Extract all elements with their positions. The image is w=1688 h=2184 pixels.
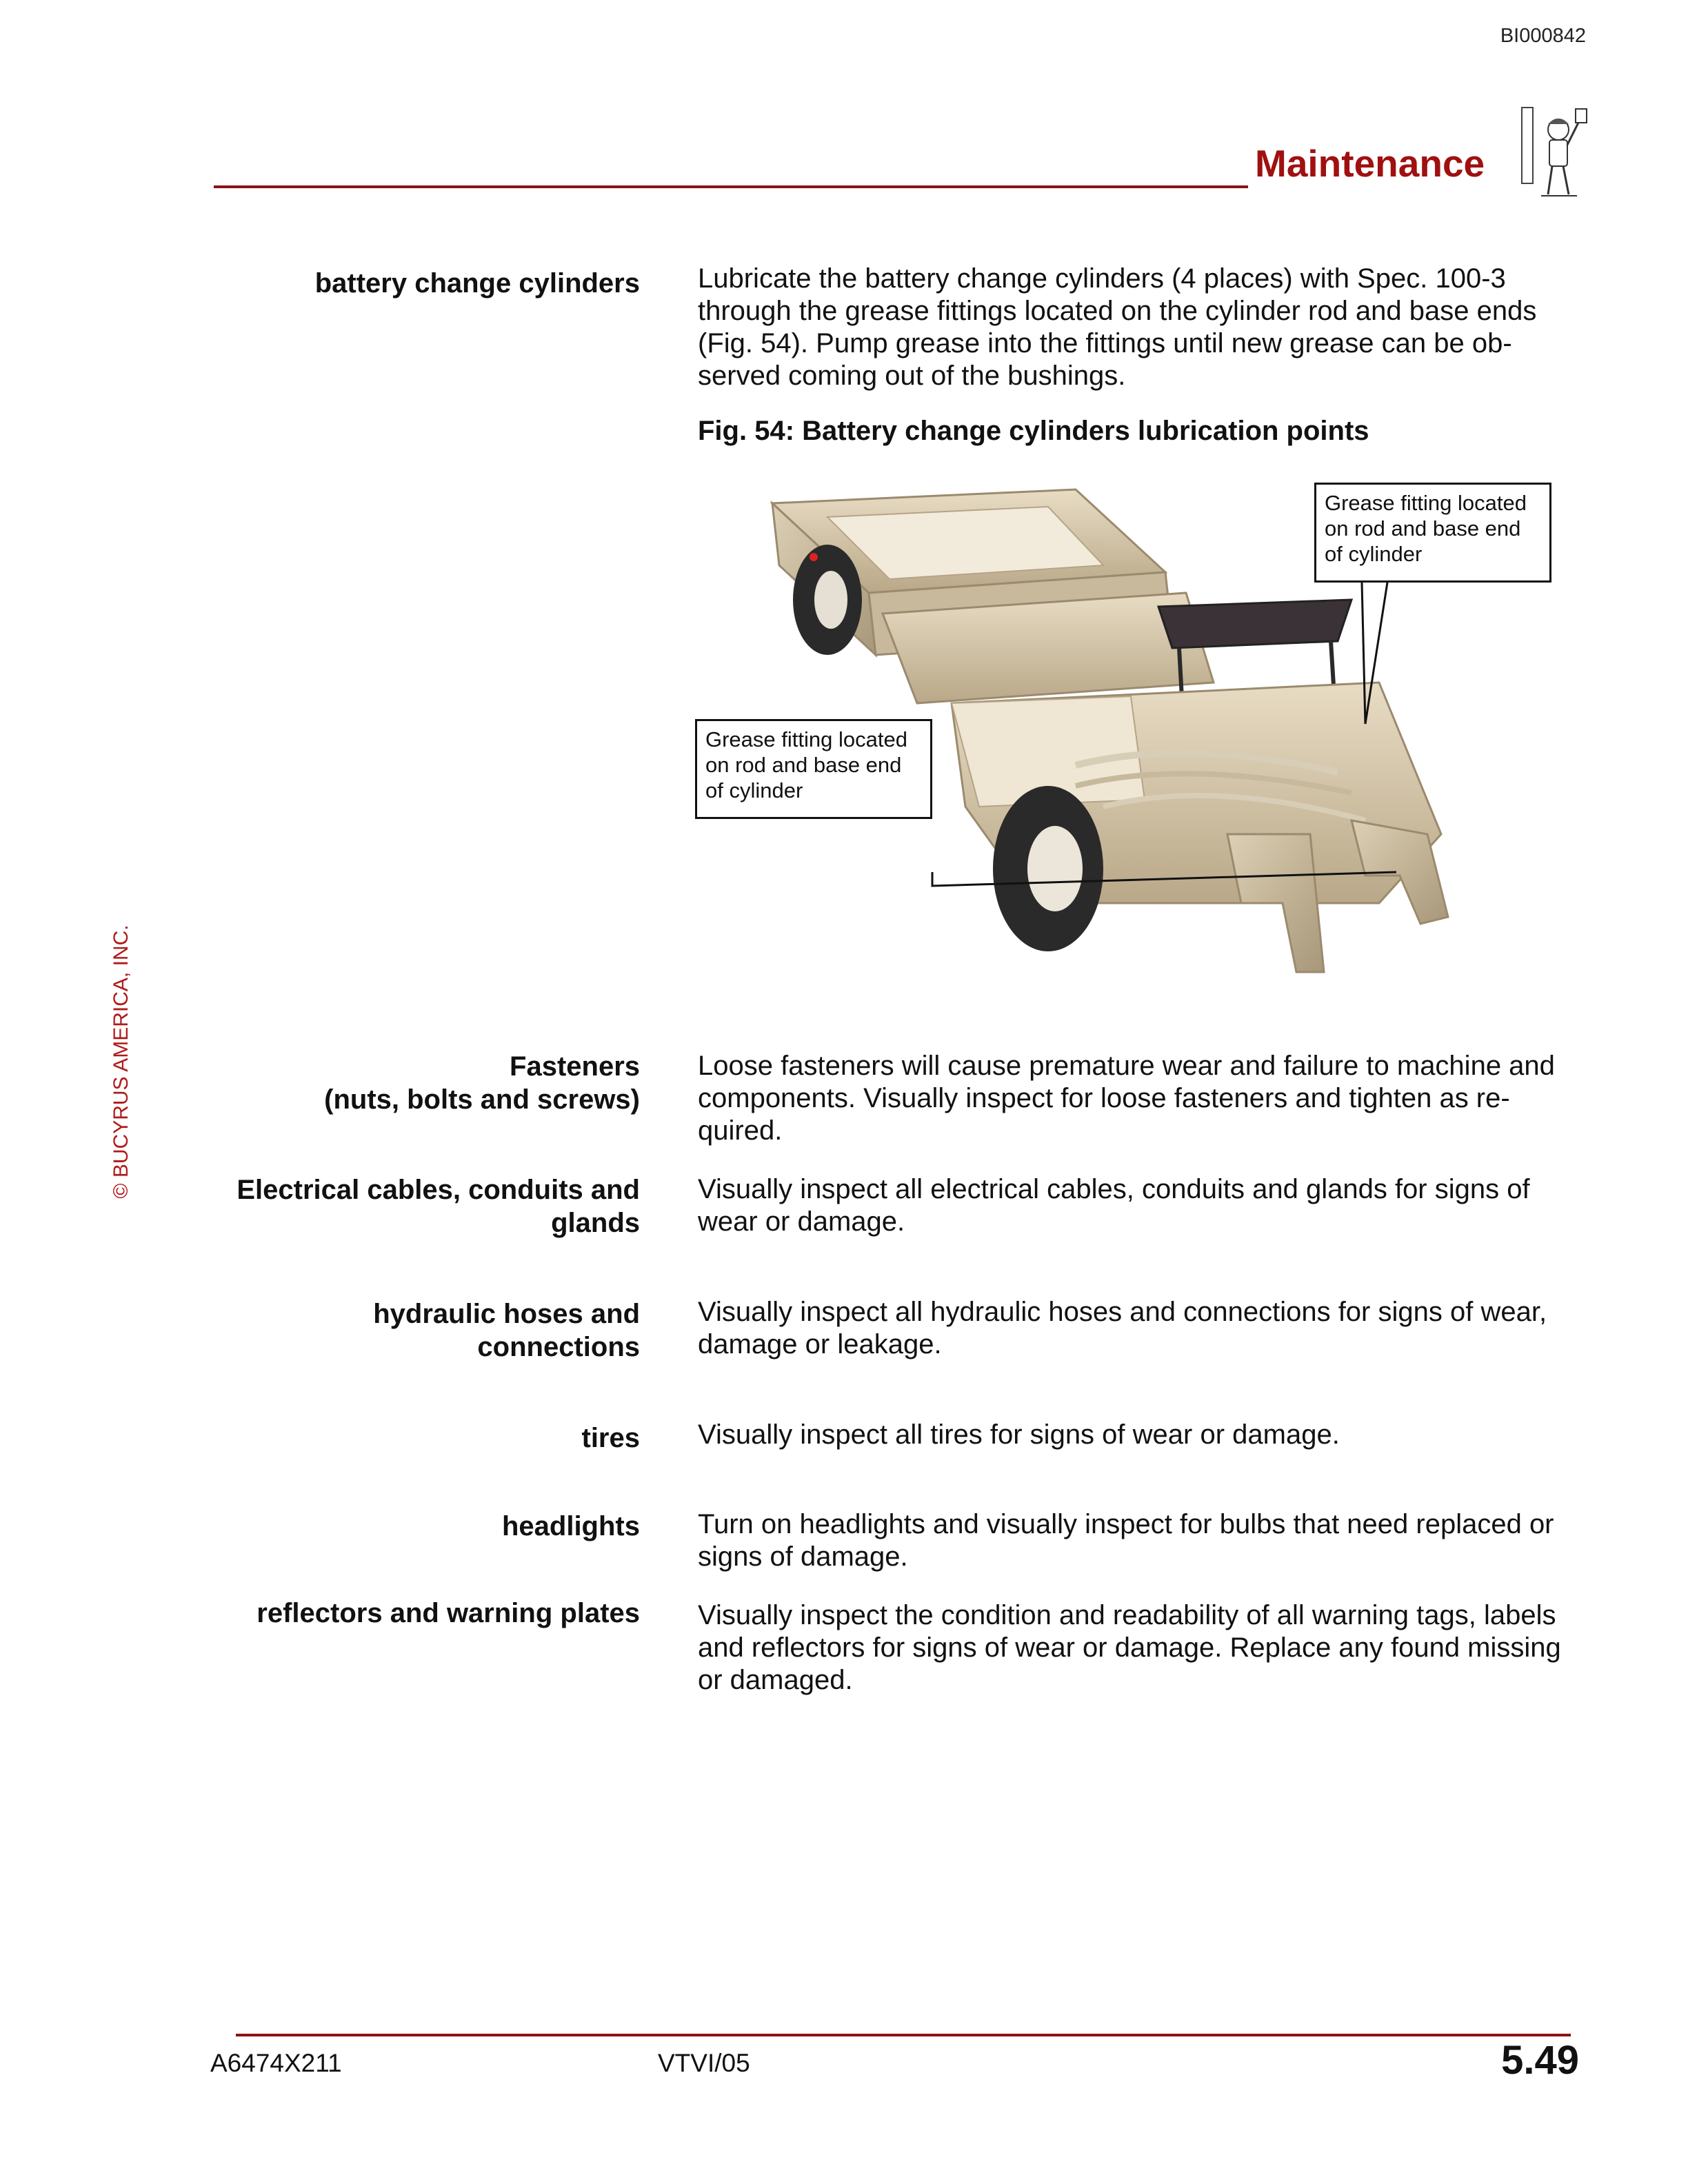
figure-caption: Fig. 54: Battery change cylinders lubrication points	[698, 416, 1369, 446]
item-text-electrical-cables: Visually inspect all electrical cables, conduits and glands for signs of wear or damage.	[698, 1174, 1530, 1237]
copyright-notice: © BUCYRUS AMERICA, INC.	[110, 924, 132, 1199]
item-text-tires: Visually inspect all tires for signs of wear or damage.	[698, 1419, 1340, 1450]
item-label-electrical-cables	[212, 1173, 640, 1240]
document-id: BI000842	[1500, 25, 1586, 47]
footer-rule	[236, 2034, 1571, 2036]
item-label-reflectors: reflectors and warning plates	[257, 1598, 640, 1628]
item-text-hydraulic-hoses: Visually inspect all hydraulic hoses and connections for signs of wear, damage or leakage.	[698, 1297, 1547, 1359]
item-label-hydraulic-hoses-line2: connections	[477, 1332, 640, 1362]
mechanic-with-wrench-icon	[1520, 103, 1589, 200]
footer-revision: VTVI/05	[658, 2049, 750, 2077]
item-label-tires: tires	[581, 1423, 640, 1453]
item-label-fasteners	[212, 1050, 640, 1116]
item-label-hydraulic-hoses	[212, 1297, 640, 1364]
item-text-fasteners: Loose fasteners will cause premature wear and failure to machine and components. Visually inspect for loose fasteners and tighten as re-quired.	[698, 1051, 1555, 1146]
item-text-reflectors: Visually inspect the condition and readability of all warning tags, labels and reflectors for signs of wear or damage. Replace any found missing or damaged.	[698, 1600, 1561, 1695]
callout-grease-fitting-right: Grease fitting located on rod and base end of cylinder	[1314, 483, 1551, 583]
callout-grease-fitting-left: Grease fitting located on rod and base end of cylinder	[695, 719, 932, 819]
item-label-fasteners-line1: Fasteners	[510, 1051, 640, 1082]
item-label-electrical-cables-line1: Electrical cables, conduits and	[237, 1175, 640, 1205]
section-title: Maintenance	[1255, 142, 1485, 185]
footer-doc-number: A6474X211	[210, 2049, 342, 2077]
item-text-headlights: Turn on headlights and visually inspect for bulbs that need replaced or signs of damage.	[698, 1509, 1554, 1572]
page-number: 5.49	[1501, 2038, 1579, 2083]
header-rule	[214, 185, 1248, 188]
item-label-electrical-cables-line2: glands	[551, 1208, 640, 1238]
row-text-battery-change-cylinders: Lubricate the battery change cylinders (4 places) with Spec. 100-3 through the grease fittings located on the cylinder rod and base ends (Fig. 54). Pump grease into the fittings until new grease can be ob-served coming out of the bushings.	[698, 263, 1537, 391]
row-label-battery-change-cylinders: battery change cylinders	[314, 268, 640, 299]
item-label-headlights: headlights	[501, 1511, 640, 1541]
item-label-fasteners-line2: (nuts, bolts and screws)	[324, 1084, 640, 1115]
item-label-hydraulic-hoses-line1: hydraulic hoses and	[373, 1299, 640, 1329]
